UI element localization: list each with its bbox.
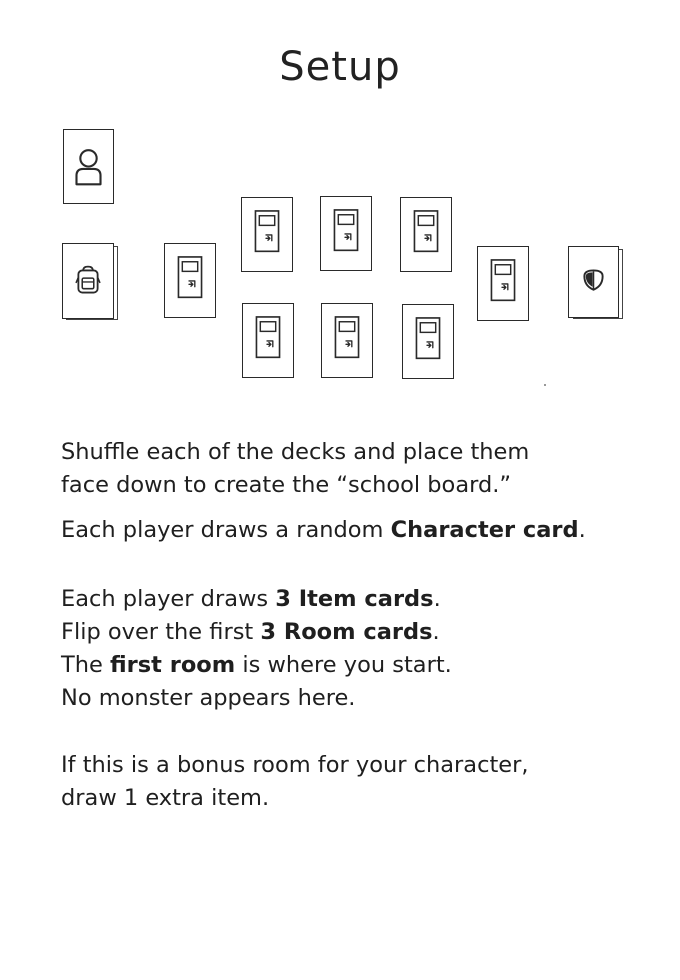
door-icon — [242, 198, 292, 271]
character-card — [63, 129, 114, 204]
bonus-line-2: draw 1 extra item. — [61, 785, 270, 811]
monster-deck — [568, 246, 619, 318]
room-card-top-2 — [320, 196, 372, 271]
no-monster-line: No monster appears here. — [61, 685, 356, 711]
speck — [544, 384, 546, 386]
door-icon — [478, 247, 528, 320]
character-text-pre: Each player draws a random — [61, 517, 391, 543]
items-rooms-instruction — [61, 583, 641, 715]
door-icon — [401, 198, 451, 271]
room-card-top-3 — [400, 197, 452, 272]
first-room-term: first room — [110, 652, 236, 678]
room-card-bottom-1 — [242, 303, 294, 378]
room-card-bottom-2 — [321, 303, 373, 378]
door-icon — [403, 305, 453, 378]
room-cards-term: 3 Room cards — [260, 619, 433, 645]
room-text-post: . — [432, 619, 440, 645]
person-icon — [64, 130, 113, 203]
door-icon — [322, 304, 372, 377]
room-card-bottom-3 — [402, 304, 454, 379]
shuffle-line-1: Shuffle each of the decks and place them — [61, 439, 530, 465]
bonus-instruction — [61, 749, 641, 815]
backpack-icon — [63, 244, 113, 318]
shuffle-instruction — [61, 436, 641, 502]
character-card-term: Character card — [390, 517, 579, 543]
bonus-line-1: If this is a bonus room for your character, — [61, 752, 529, 778]
item-text-pre: Each player draws — [61, 586, 276, 612]
room-card-deck — [164, 243, 216, 318]
door-icon — [165, 244, 215, 317]
item-deck — [62, 243, 114, 319]
item-text-post: . — [433, 586, 441, 612]
room-text-pre: Flip over the first — [61, 619, 261, 645]
start-text-pre: The — [61, 652, 110, 678]
door-icon — [243, 304, 293, 377]
start-text-post: is where you start. — [235, 652, 452, 678]
monster-icon — [569, 247, 618, 317]
room-card-discard — [477, 246, 529, 321]
shuffle-line-2: face down to create the “school board.” — [61, 472, 512, 498]
page-title: Setup — [279, 44, 401, 90]
item-cards-term: 3 Item cards — [275, 586, 434, 612]
room-card-top-1 — [241, 197, 293, 272]
door-icon — [321, 197, 371, 270]
character-text-post: . — [578, 517, 586, 543]
character-instruction — [61, 514, 641, 547]
